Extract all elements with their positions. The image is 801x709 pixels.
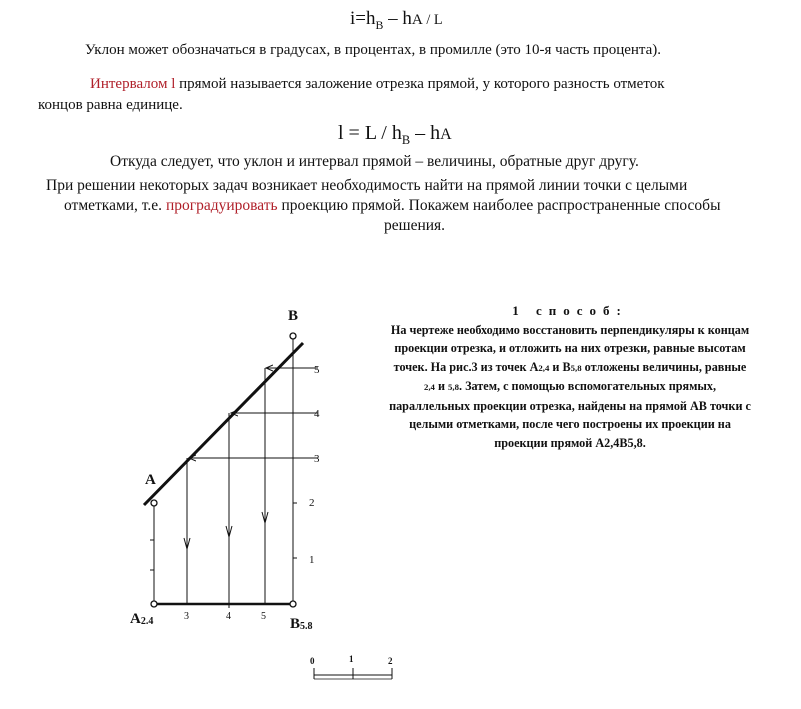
scale-label: 0 <box>310 656 315 666</box>
height-mark: 2 <box>309 497 315 509</box>
grading-term: проградуировать <box>165 197 278 214</box>
point-b <box>290 333 296 339</box>
interval-term: Интервалом l <box>90 76 176 92</box>
height-mark: 4 <box>314 408 320 420</box>
interval-definition-line1: Интервалом l прямой называется заложение отрезка прямой, у которого разность отметок <box>90 76 665 92</box>
line-ab <box>144 343 303 505</box>
scale-bar <box>310 654 393 679</box>
method-heading: 1 способ: <box>512 303 628 318</box>
label-b-projection: B5.8 <box>290 616 313 632</box>
label-b: B <box>288 308 299 324</box>
method-one-description: 1 способ: На чертеже необходимо восстановить перпендикуляры к концам проекции отрезка, и отложить на них отрезки, равные высотам точек. На рис.3 из точек А2,4 и В5,8 отложены величины, равные 2,4 и 5,8. Затем, с помощью вспомогательных прямых, параллельных проекции отрезка, найдены на прямой АВ точки с целыми отметками, после чего построены их проекции на проекции прямой А2,4В5,8. <box>344 302 796 452</box>
point-b-projection <box>290 601 296 607</box>
label-a: A <box>145 472 156 488</box>
interval-formula: $l = L / h_B$ – hA <box>338 122 452 147</box>
grading-paragraph-line2: отметками, т.е. проградуировать проекцию прямой. Покажем наиболее распространенные способы <box>64 197 721 214</box>
interval-definition-line2: концов равна единице. <box>38 97 183 113</box>
scale-label: 2 <box>388 656 393 666</box>
point-a <box>151 500 157 506</box>
base-mark: 3 <box>184 611 189 622</box>
grading-paragraph-line3: решения. <box>384 217 446 234</box>
slope-units-paragraph: Уклон может обозначаться в градусах, в процентах, в промилле (это 10-я часть процента). <box>85 42 662 58</box>
inverse-relation-paragraph: Откуда следует, что уклон и интервал прямой – величины, обратные друг другу. <box>110 153 639 170</box>
point-a-projection <box>151 601 157 607</box>
label-a-projection: A2.4 <box>130 611 154 627</box>
height-mark: 3 <box>314 453 320 465</box>
scale-label: 1 <box>349 654 354 664</box>
height-mark: 1 <box>309 554 315 566</box>
base-mark: 5 <box>261 611 266 622</box>
slope-formula: $i=h_B$ – hA / L <box>350 8 443 32</box>
height-mark: 5 <box>314 364 320 376</box>
grading-paragraph-line1: При решении некоторых задач возникает необходимость найти на прямой линии точки с целыми <box>46 177 688 194</box>
base-mark: 4 <box>226 611 231 622</box>
